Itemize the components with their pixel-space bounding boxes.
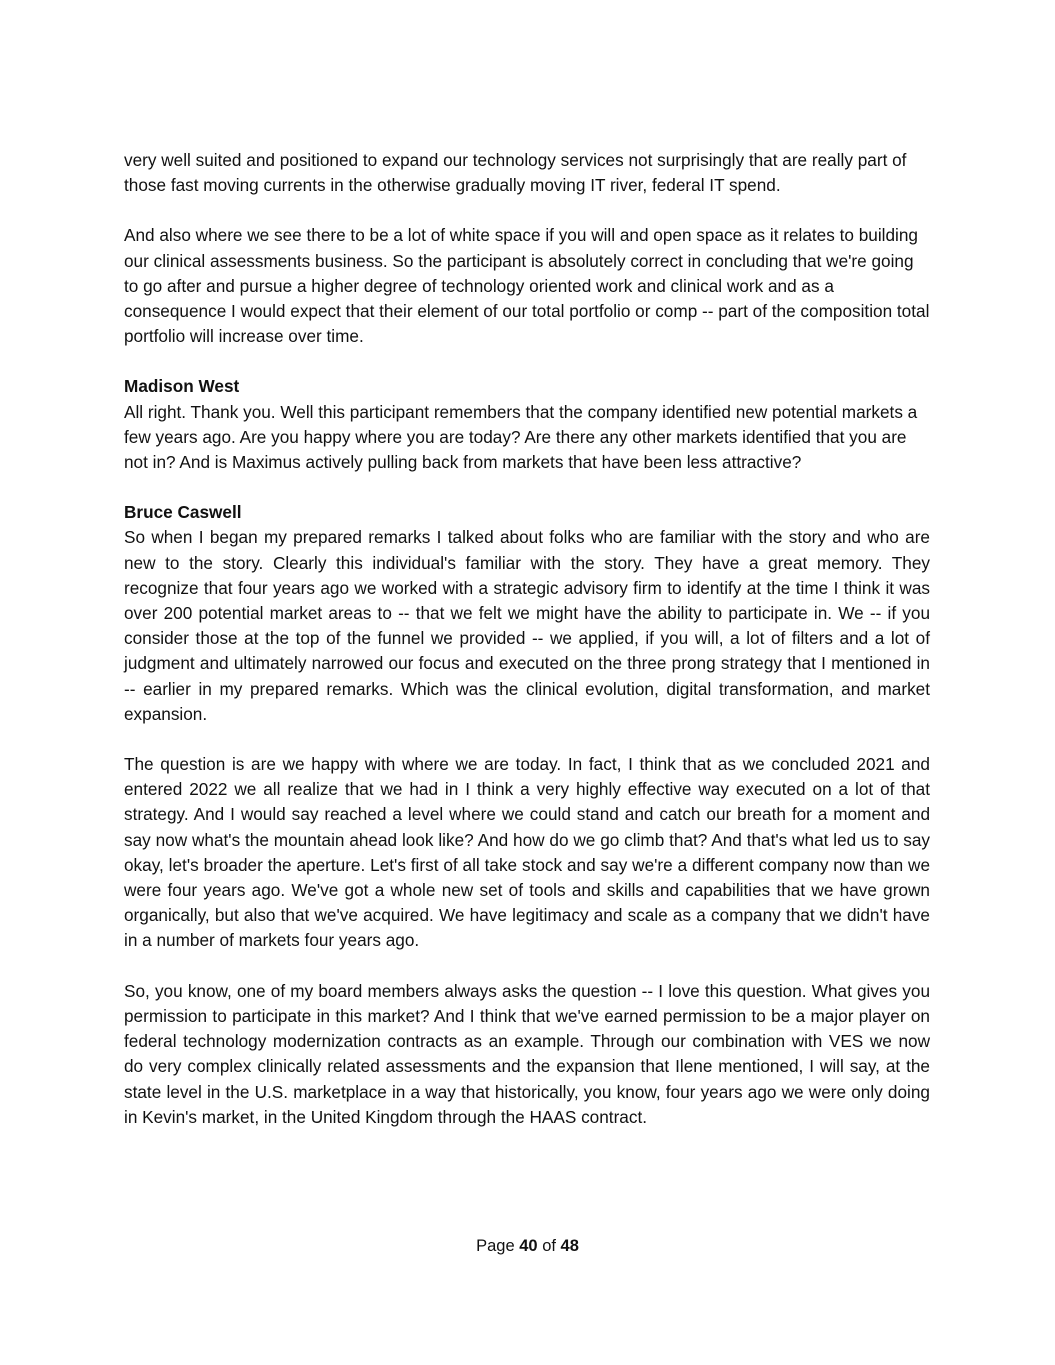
paragraph: So when I began my prepared remarks I talked about folks who are familiar with the story and who are new to the story. Clearly this individual's familiar with the story. They have a great memory. They recognize that four years ago we worked with a strategic advisory firm to identify at the time I think it was over 200 potential market areas to -- that we felt we might have the ability to participate in. We -- if you consider those at the top of the funnel we provided -- we applied, if you will, a lot of filters and a lot of judgment and ultimately narrowed our focus and executed on the three prong strategy that I mentioned in -- earlier in my prepared remarks. Which was the clinical evolution, digital transformation, and market expansion. xyxy=(124,527,930,724)
paragraph: So, you know, one of my board members always asks the question -- I love this question. What gives you permission to participate in this market? And I think that we've earned permission to be a major player on federal technology modernization contracts as an example. Through our combination with VES we now do very complex clinically related assessments and the expansion that Ilene mentioned, I will say, at the state level in the U.S. marketplace in a way that historically, you know, four years ago we were only doing in Kevin's market, in the United Kingdom through the HAAS contract. xyxy=(124,980,930,1127)
paragraph: And also where we see there to be a lot of white space if you will and open space as it relates to building our clinical assessments business. So the participant is absolutely correct in concluding that we're going to go after and pursue a higher degree of technology oriented work and clinical work and as a consequence I would expect that their element of our total portfolio or comp -- part of the composition total portfolio will increase over time. xyxy=(124,225,930,347)
speaker-name: Bruce Caswell xyxy=(124,502,242,523)
footer-current-page: 40 xyxy=(519,1237,538,1255)
paragraph-block xyxy=(124,979,930,1130)
paragraph: very well suited and positioned to expand our technology services not surprisingly that are really part of those fast moving currents in the otherwise gradually moving IT river, federal IT spend. xyxy=(124,150,907,196)
speaker-name: Madison West xyxy=(124,376,240,397)
paragraph: The question is are we happy with where we are today. In fact, I think that as we concluded 2021 and entered 2022 we all realize that we had in I think a very highly effective way executed on a lot of that strategy. And I would say reached a level where we could stand and catch our breath for a moment and say now what's the mountain ahead look like? And how do we go climb that? And that's what led us to say okay, let's broader the aperture. Let's first of all take stock and say we're a different company now than we were four years ago. We've got a whole new set of tools and skills and capabilities that we have grown organically, but also that we've acquired. We have legitimacy and scale as a company that we didn't have in a number of markets four years ago. xyxy=(124,754,930,951)
paragraph-block xyxy=(124,148,930,198)
paragraph: All right. Thank you. Well this participant remembers that the company identified new potential markets a few years ago. Are you happy where you are today? Are there any other markets identified that you are not in? And is Maximus actively pulling back from markets that have been less attractive? xyxy=(124,401,918,473)
page-footer xyxy=(0,1234,1055,1258)
footer-of-label: of xyxy=(542,1237,556,1255)
footer-page-label: Page xyxy=(476,1237,515,1255)
transcript-page xyxy=(124,148,930,1155)
speaker-block xyxy=(124,500,930,727)
paragraph-block xyxy=(124,223,930,349)
speaker-block xyxy=(124,374,930,475)
paragraph-block xyxy=(124,752,930,954)
footer-total-pages: 48 xyxy=(560,1237,579,1255)
